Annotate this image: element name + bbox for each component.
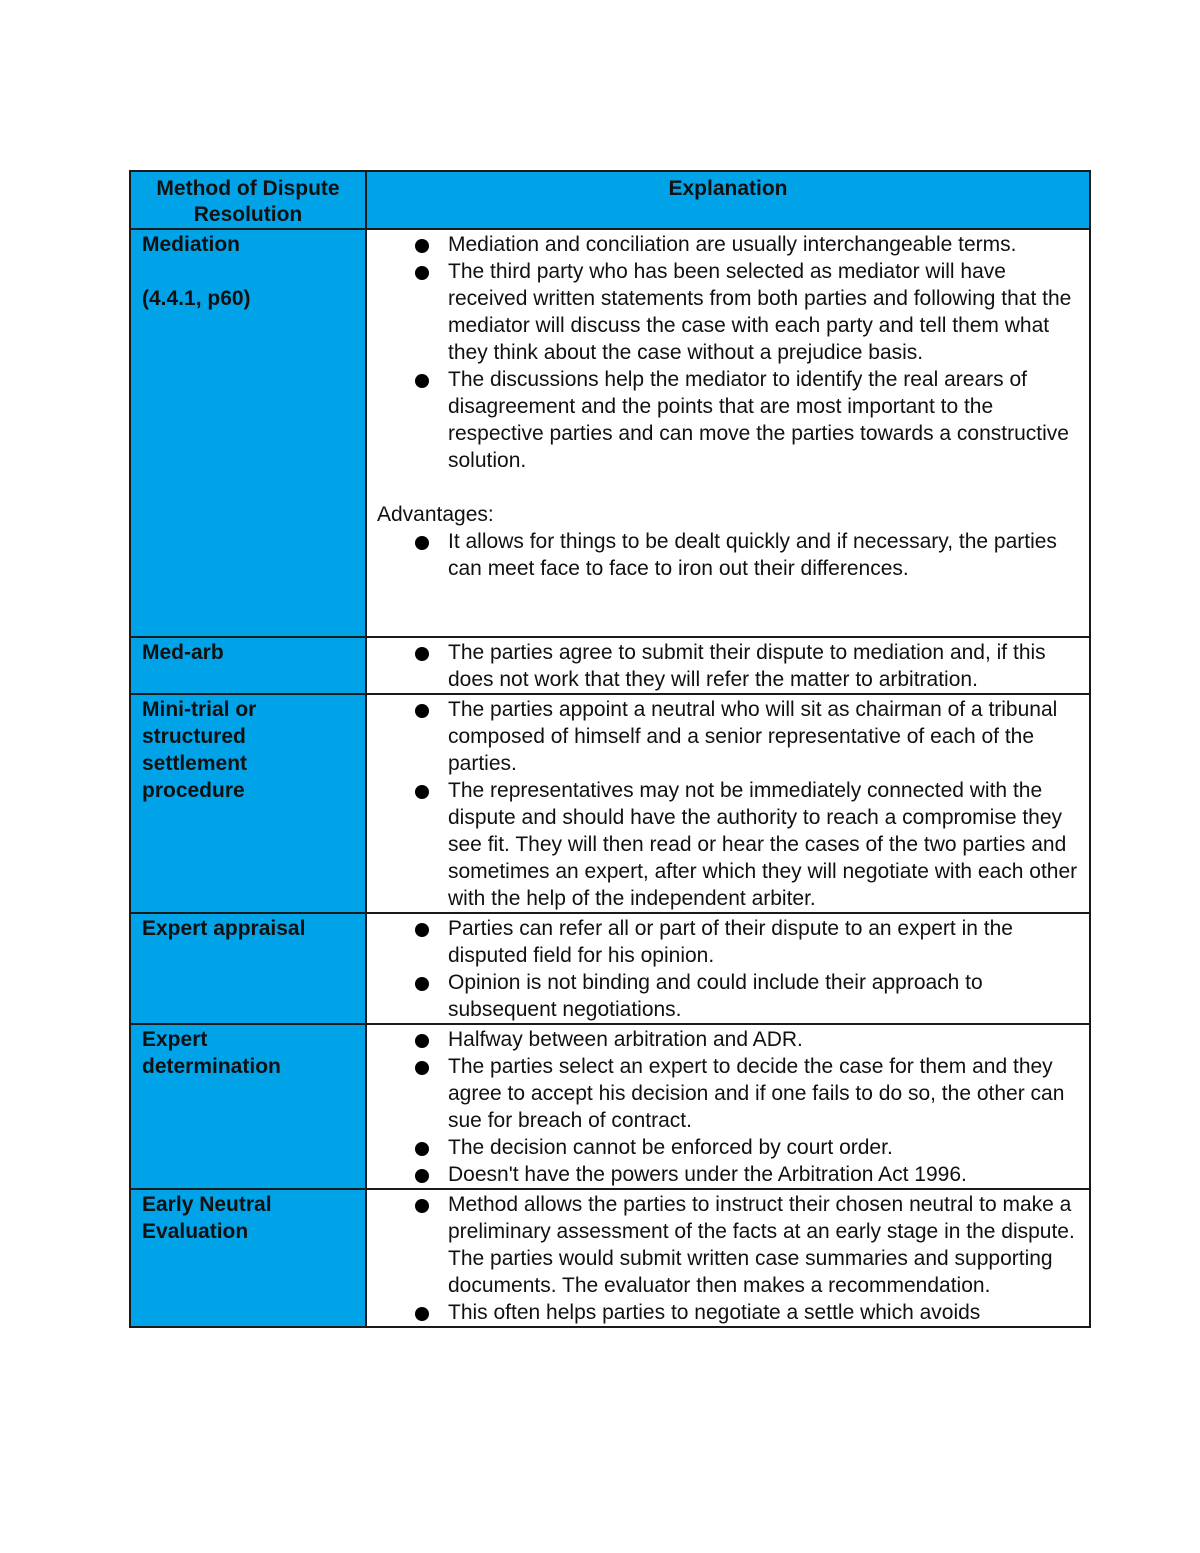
advantages-list	[377, 528, 1079, 582]
list-item: This often helps parties to negotiate a settle which avoids	[377, 1299, 1079, 1326]
bullet-list	[377, 915, 1079, 1023]
table-row	[130, 913, 1090, 1024]
bullet-list	[377, 696, 1079, 912]
bullet-list	[377, 1191, 1079, 1326]
method-name: Expert determination	[142, 1028, 281, 1078]
bullet-list	[377, 1026, 1079, 1188]
table-row	[130, 637, 1090, 694]
method-name: Early Neutral Evaluation	[142, 1193, 272, 1243]
table-row	[130, 229, 1090, 637]
list-item: The parties agree to submit their dispute to mediation and, if this does not work that they will refer the matter to arbitration.	[377, 639, 1079, 693]
list-item: Doesn't have the powers under the Arbitration Act 1996.	[377, 1161, 1079, 1188]
list-item: Opinion is not binding and could include their approach to subsequent negotiations.	[377, 969, 1079, 1023]
method-reference: (4.4.1, p60)	[142, 287, 251, 310]
explanation-cell	[366, 1189, 1090, 1327]
table-row	[130, 1189, 1090, 1327]
list-item: Halfway between arbitration and ADR.	[377, 1026, 1079, 1053]
explanation-cell	[366, 694, 1090, 913]
list-item: It allows for things to be dealt quickly and if necessary, the parties can meet face to face to iron out their differences.	[377, 528, 1079, 582]
method-name: Expert appraisal	[142, 917, 306, 940]
list-item: Mediation and conciliation are usually interchangeable terms.	[377, 231, 1079, 258]
list-item: The representatives may not be immediately connected with the dispute and should have the authority to reach a compromise they see fit. They will then read or hear the cases of the two parties and sometimes an expert, after which they will negotiate with each other with the help of the independent arbiter.	[377, 777, 1079, 912]
explanation-cell	[366, 229, 1090, 637]
explanation-cell	[366, 1024, 1090, 1189]
method-cell	[130, 1189, 366, 1327]
list-item: The parties appoint a neutral who will sit as chairman of a tribunal composed of himself and a senior representative of each of the parties.	[377, 696, 1079, 777]
advantages-label: Advantages:	[377, 503, 494, 526]
table-row	[130, 694, 1090, 913]
method-name: Med-arb	[142, 641, 224, 664]
method-cell	[130, 637, 366, 694]
method-name: Mini-trial or structured settlement procedure	[142, 698, 257, 802]
method-cell	[130, 1024, 366, 1189]
list-item: Parties can refer all or part of their dispute to an expert in the disputed field for his opinion.	[377, 915, 1079, 969]
bullet-list	[377, 639, 1079, 693]
bullet-list	[377, 231, 1079, 474]
dispute-resolution-table	[129, 170, 1091, 1328]
method-cell	[130, 694, 366, 913]
list-item: The discussions help the mediator to identify the real arears of disagreement and the points that are most important to the respective parties and can move the parties towards a constructive solution.	[377, 366, 1079, 474]
table-header-row	[130, 171, 1090, 229]
method-name: Mediation	[142, 233, 240, 256]
explanation-cell	[366, 913, 1090, 1024]
method-cell	[130, 229, 366, 637]
list-item: The parties select an expert to decide the case for them and they agree to accept his decision and if one fails to do so, the other can sue for breach of contract.	[377, 1053, 1079, 1134]
method-cell	[130, 913, 366, 1024]
list-item: Method allows the parties to instruct their chosen neutral to make a preliminary assessment of the facts at an early stage in the dispute. The parties would submit written case summaries and supporting documents. The evaluator then makes a recommendation.	[377, 1191, 1079, 1299]
list-item: The third party who has been selected as mediator will have received written statements from both parties and following that the mediator will discuss the case with each party and tell them what they think about the case without a prejudice basis.	[377, 258, 1079, 366]
explanation-cell	[366, 637, 1090, 694]
header-method: Method of Dispute Resolution	[130, 171, 366, 229]
list-item: The decision cannot be enforced by court order.	[377, 1134, 1079, 1161]
header-explanation: Explanation	[366, 171, 1090, 229]
table-row	[130, 1024, 1090, 1189]
